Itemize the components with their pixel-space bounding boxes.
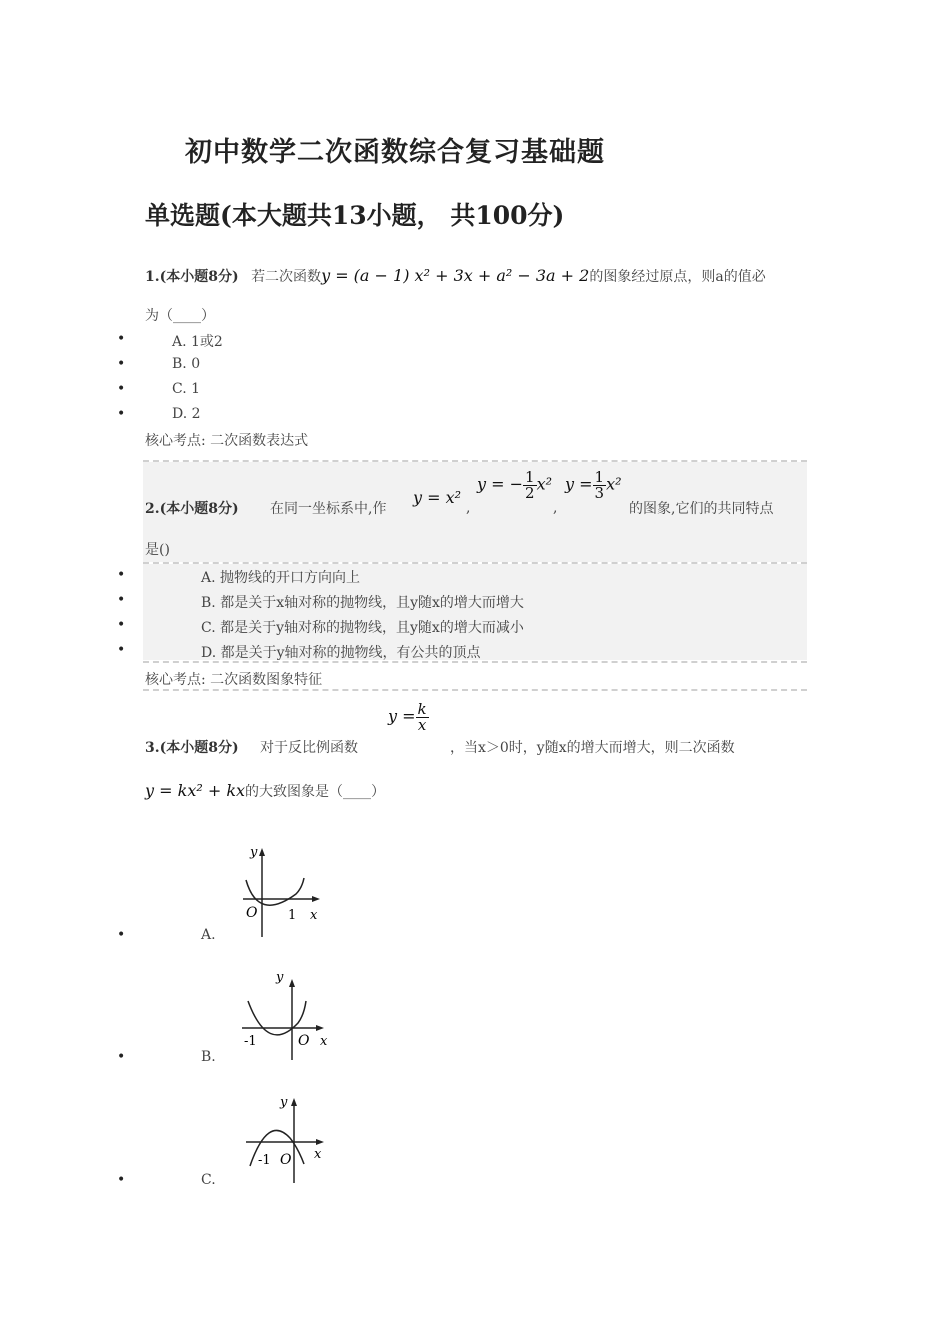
formula-1: y = x² [413,488,462,507]
formula-2: y = kx² + kx [145,781,246,800]
option-b[interactable]: B. 0 [172,356,201,372]
bullet: • [117,1172,126,1188]
question-text: 的大致图象是（____） [245,784,386,800]
option-c[interactable]: C. 都是关于y轴对称的抛物线，且y随x的增大而减小 [201,620,524,636]
axis-label-x: x [314,1147,322,1162]
axis-label-y: y [276,970,284,985]
graph-option-a[interactable] [238,842,328,942]
axis-label-x: x [310,908,318,923]
axis-label-y: y [280,1095,288,1110]
question-text: 对于反比例函数 [260,740,358,756]
divider [143,689,807,691]
question-1 [145,266,810,286]
graph-option-c[interactable] [238,1088,338,1186]
question-text: 的图象经过原点，则a的值必 [589,269,766,285]
option-d[interactable]: D. 2 [172,406,201,422]
option-a[interactable]: A. 1或2 [172,334,223,350]
bullet: • [117,617,126,633]
origin-label: O [280,1152,292,1168]
keypoint: 核心考点: 二次函数表达式 [145,433,309,449]
question-text: 的图象,它们的共同特点 [629,501,774,517]
bullet: • [117,592,126,608]
bullet: • [117,567,126,583]
option-a[interactable]: A. [201,927,216,943]
keypoint: 核心考点: 二次函数图象特征 [145,672,323,688]
bullet: • [117,331,126,347]
question-3-line2 [145,781,810,801]
separator: , [466,500,471,516]
question-text: 在同一坐标系中,作 [270,501,387,517]
question-2-line2: 是() [145,542,170,558]
bullet: • [117,381,126,397]
bullet: • [117,356,126,372]
option-c[interactable]: C. 1 [172,381,201,397]
section-title: 单选题(本大题共13小题， 共100分) [145,201,565,230]
question-tag: 3.(本小题8分) [145,740,239,756]
origin-label: O [246,905,258,921]
tick-label: -1 [244,1034,257,1049]
option-c[interactable]: C. [201,1172,216,1188]
option-b[interactable]: B. 都是关于x轴对称的抛物线，且y随x的增大而增大 [201,595,524,611]
bullet: • [117,642,126,658]
tick-label: 1 [288,908,297,923]
question-1-line2: 为（____） [145,308,215,324]
bullet: • [117,406,126,422]
option-d[interactable]: D. 都是关于y轴对称的抛物线，有公共的顶点 [201,645,481,661]
option-a[interactable]: A. 抛物线的开口方向向上 [201,570,361,586]
option-b[interactable]: B. [201,1049,216,1065]
tick-label: -1 [258,1153,271,1168]
origin-label: O [298,1033,310,1049]
question-text: ，当x＞0时，y随x的增大而增大，则二次函数 [450,740,735,756]
axis-label-x: x [320,1034,328,1049]
graph-option-b[interactable] [238,965,338,1063]
document-title: 初中数学二次函数综合复习基础题 [185,137,605,168]
formula-2: y = − $\frac{1}{2}$ x² [477,468,553,502]
axis-label-y: y [250,845,258,860]
question-text: 若二次函数 [251,269,322,285]
separator: , [553,500,558,516]
question-tag: 2.(本小题8分) [145,501,239,517]
question-tag: 1.(本小题8分) [145,269,239,285]
formula: y = (a − 1) x² + 3x + a² − 3a + 2 [321,266,590,285]
formula: y = $\frac{k}{x}$ [388,700,427,734]
formula-3: y = $\frac{1}{3}$ x² [565,468,622,502]
bullet: • [117,1049,126,1065]
bullet: • [117,927,126,943]
